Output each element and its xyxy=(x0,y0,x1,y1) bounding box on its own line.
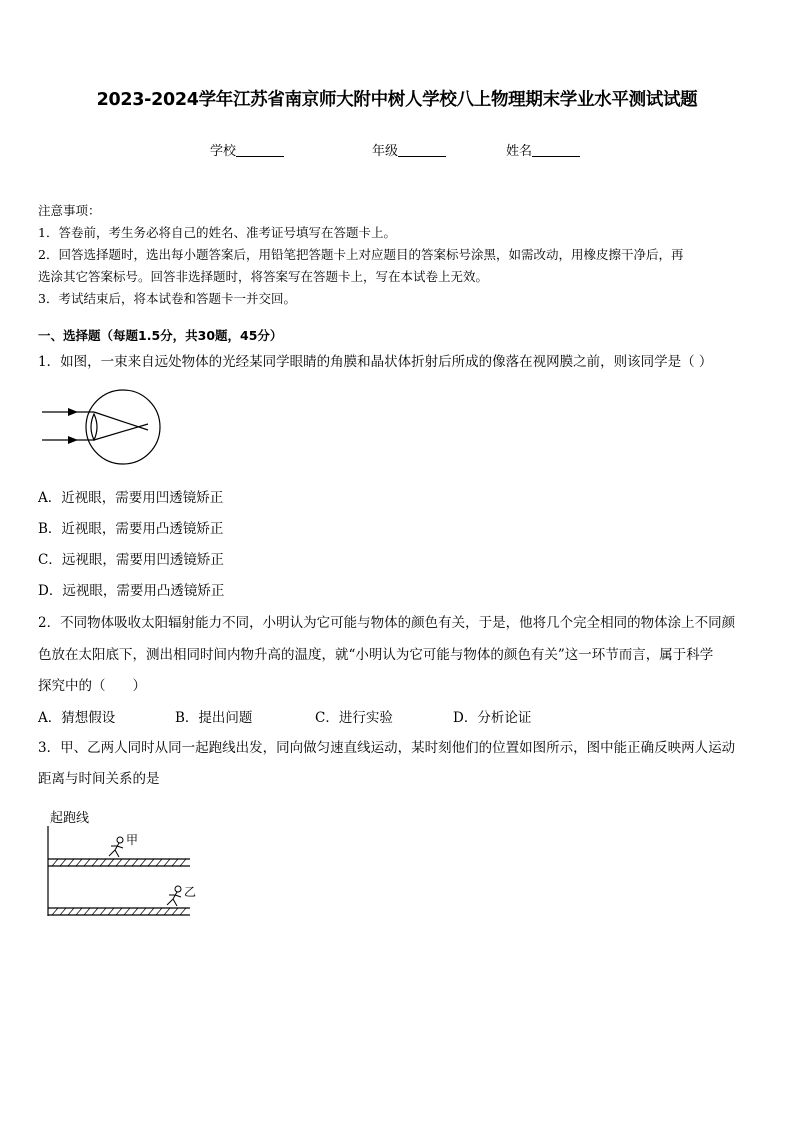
name-field xyxy=(506,140,580,159)
q1-stem: 1．如图，一束来自远处物体的光经某同学眼睛的角膜和晶状体折射后所成的像落在视网膜之前，则该同学是（ ） xyxy=(38,354,713,370)
notice-item-3: 3．考试结束后，将本试卷和答题卡一并交回。 xyxy=(38,291,296,306)
name-blank xyxy=(532,144,580,157)
q1-option-a: A．近视眼，需要用凹透镜矫正 xyxy=(38,490,224,506)
notice-item-1: 1．答卷前，考生务必将自己的姓名、准考证号填写在答题卡上。 xyxy=(38,225,396,240)
arrow-lower xyxy=(68,436,78,444)
notice-item-2b: 选涂其它答案标号。回答非选择题时，将答案写在答题卡上，写在本试卷上无效。 xyxy=(38,269,489,284)
school-blank xyxy=(236,144,284,157)
runner-a-icon xyxy=(109,837,123,857)
q2-option-c: C．进行实验 xyxy=(315,710,393,726)
q3-stem-line-2: 距离与时间关系的是 xyxy=(38,771,160,787)
start-line-label: 起跑线 xyxy=(50,811,90,826)
eye-diagram xyxy=(38,384,198,474)
refracted-ray-lower xyxy=(94,424,148,440)
runner-b-label: 乙 xyxy=(184,885,197,899)
notice-block xyxy=(38,200,758,310)
runner-b-icon xyxy=(167,886,181,906)
q2-stem-line-1: 2．不同物体吸收太阳辐射能力不同，小明认为它可能与物体的颜色有关，于是，他将几个完全相同的物体涂上不同颜 xyxy=(38,615,736,631)
q2-option-b: B．提出问题 xyxy=(175,710,253,726)
notice-heading: 注意事项： xyxy=(38,203,101,218)
grade-field xyxy=(372,140,446,159)
name-label: 姓名 xyxy=(506,144,533,159)
track-hatch-upper xyxy=(52,859,186,866)
race-diagram xyxy=(40,804,210,929)
school-label: 学校 xyxy=(210,144,237,159)
q1-option-c: C．远视眼，需要用凹透镜矫正 xyxy=(38,552,224,568)
q1-option-d: D．远视眼，需要用凸透镜矫正 xyxy=(38,583,225,599)
runner-a-label: 甲 xyxy=(126,833,139,847)
q2-option-d: D．分析论证 xyxy=(453,710,532,726)
arrow-upper xyxy=(68,408,78,416)
q2-stem-line-2: 色放在太阳底下，测出相同时间内物升高的温度，就“小明认为它可能与物体的颜色有关”这一环节而言，属于科学 xyxy=(38,647,714,663)
notice-item-2a: 2．回答选择题时，选出每小题答案后，用铅笔把答题卡上对应题目的答案标号涂黑，如需改动，用橡皮擦干净后，再 xyxy=(38,247,684,262)
q2-option-a: A．猜想假设 xyxy=(38,710,116,726)
q1-option-b: B．近视眼，需要用凸透镜矫正 xyxy=(38,521,224,537)
q3-stem-line-1: 3．甲、乙两人同时从同一起跑线出发，同向做匀速直线运动，某时刻他们的位置如图所示，图中能正确反映两人运动 xyxy=(38,740,736,756)
lens-shape xyxy=(91,414,97,440)
refracted-ray-upper xyxy=(94,412,148,430)
school-field xyxy=(210,140,284,159)
grade-blank xyxy=(398,144,446,157)
track-hatch-lower xyxy=(52,908,186,915)
page-title: 2023-2024学年江苏省南京师大附中树人学校八上物理期末学业水平测试试题 xyxy=(96,90,698,110)
section-heading: 一、选择题（每题1.5分，共30题，45分） xyxy=(38,328,283,343)
grade-label: 年级 xyxy=(372,144,399,159)
q2-stem-line-3: 探究中的（ ） xyxy=(38,678,146,694)
